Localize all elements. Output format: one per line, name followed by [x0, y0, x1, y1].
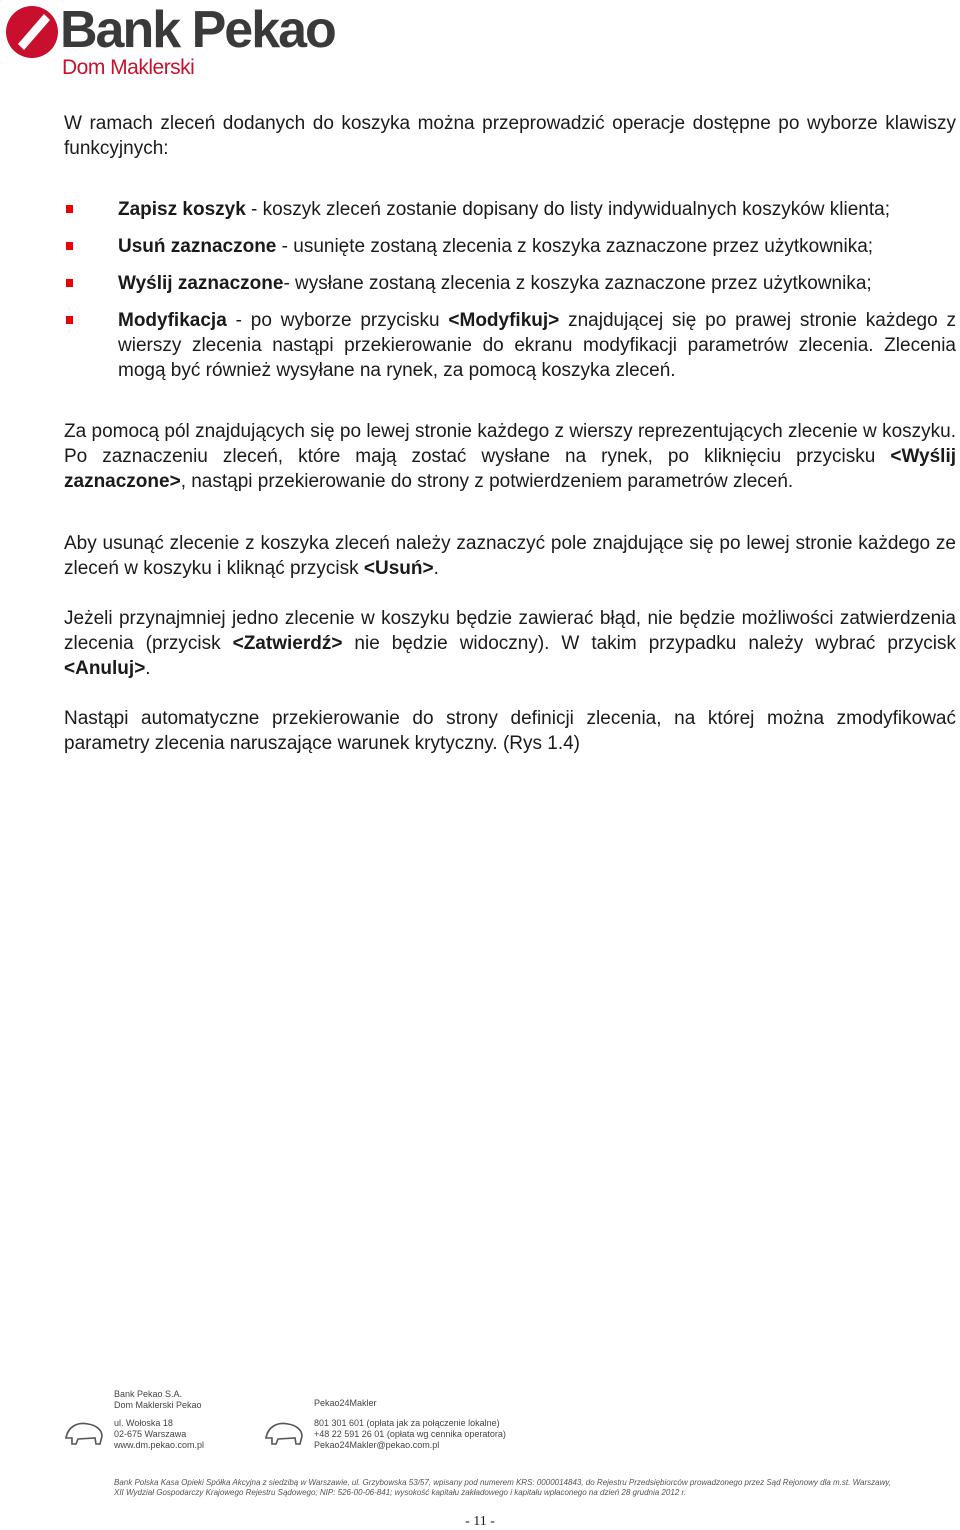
- paragraph-error: Jeżeli przynajmniej jedno zlecenie w koszyku będzie zawierać błąd, nie będzie możliwości zatwierdzenia zlecenia (przycisk <Zatwierdź> nie będzie widoczny). W takim przypadku należy wybrać przycisk <Anuluj>.: [64, 608, 956, 679]
- term-wyslij-zaznaczone: Wyślij zaznaczone: [118, 273, 284, 294]
- paragraph-redirect: Nastąpi automatyczne przekierowanie do strony definicji zlecenia, na której można zmodyfikować parametry zlecenia naruszające warunek krytyczny. (Rys 1.4): [64, 708, 956, 754]
- document-body: [64, 111, 956, 756]
- bullet-icon: [66, 205, 73, 213]
- list-item: Modyfikacja - po wyborze przycisku <Modyfikuj> znajdującej się po prawej stronie każdego z wierszy zlecenia nastąpi przekierowanie do ekranu modyfikacji parametrów zlecenia. Zlecenia mogą być również wysyłane na rynek, za pomocą koszyka zleceń.: [64, 308, 956, 383]
- footer-right-contact: 801 301 601 (opłata jak za połączenie lokalne) +48 22 591 26 01 (opłata wg cennika operatora) Pekao24Makler@pekao.com.pl: [314, 1418, 506, 1450]
- term-modyfikacja: Modyfikacja: [118, 310, 227, 331]
- button-ref-wyslij: <Wyślij zaznaczone>: [64, 446, 956, 492]
- list-item: Zapisz koszyk - koszyk zleceń zostanie dopisany do listy indywidualnych koszyków klienta;: [64, 197, 956, 222]
- footer-left-address: ul. Wołoska 18 02-675 Warszawa www.dm.pekao.com.pl: [114, 1418, 205, 1450]
- bullet-icon: [66, 279, 73, 287]
- list-item: Usuń zaznaczone - usunięte zostaną zlecenia z koszyka zaznaczone przez użytkownika;: [64, 234, 956, 259]
- list-item: Wyślij zaznaczone- wysłane zostaną zlecenia z koszyka zaznaczone przez użytkownika;: [64, 271, 956, 296]
- footer-left-title: Bank Pekao S.A. Dom Maklerski Pekao: [114, 1389, 202, 1410]
- bank-pekao-logo-icon: [4, 4, 60, 60]
- term-usun-zaznaczone: Usuń zaznaczone: [118, 236, 277, 257]
- paragraph-checkboxes: Za pomocą pól znajdujących się po lewej stronie każdego z wierszy reprezentujących zlecenie w koszyku. Po zaznaczeniu zleceń, które mają zostać wysłane na rynek, po kliknięciu przycisku <Wyślij zaznaczone>, nastąpi przekierowanie do strony z potwierdzeniem parametrów zleceń.: [64, 421, 956, 492]
- bullet-icon: [66, 242, 73, 250]
- footer-legal-notice: Bank Polska Kasa Opieki Spółka Akcyjna z siedzibą w Warszawie, ul. Grzybowska 53/57, wpisany pod numerem KRS: 0000014843, do Rejestru Przedsiębiorców prowadzonego przez Sąd Rejonowy dla m.st. Warszawy, XII Wydział Gospodarczy Krajowego Rejestru Sądowego; NIP: 526-00-06-841; wysokość kapitału zakładowego i kapitału wpłaconego na dzień 28 grudnia 2012 r.: [114, 1478, 891, 1497]
- bullet-icon: [66, 316, 73, 324]
- function-key-list: [64, 197, 956, 383]
- button-ref-modyfikuj: <Modyfikuj>: [448, 310, 560, 331]
- intro-paragraph: W ramach zleceń dodanych do koszyka można przeprowadzić operacje dostępne po wyborze klawiszy funkcyjnych:: [64, 113, 956, 159]
- paragraph-delete: Aby usunąć zlecenie z koszyka zleceń należy zaznaczyć pole znajdujące się po lewej stronie każdego ze zleceń w koszyku i kliknąć przycisk <Usuń>.: [64, 533, 956, 579]
- button-ref-anuluj: <Anuluj>: [64, 658, 146, 679]
- button-ref-zatwierdz: <Zatwierdź>: [232, 633, 343, 654]
- brand-subtitle: Dom Maklerski: [62, 56, 195, 79]
- term-zapisz-koszyk: Zapisz koszyk: [118, 199, 246, 220]
- brand-name: Bank Pekao: [60, 1, 335, 59]
- button-ref-usun: <Usuń>: [363, 558, 434, 579]
- page-number: - 11 -: [465, 1514, 495, 1529]
- footer-right-title: Pekao24Makler: [314, 1398, 377, 1408]
- brand-logo: [4, 1, 335, 82]
- bison-logo-icon: [264, 1420, 304, 1446]
- bison-logo-icon: [64, 1420, 104, 1446]
